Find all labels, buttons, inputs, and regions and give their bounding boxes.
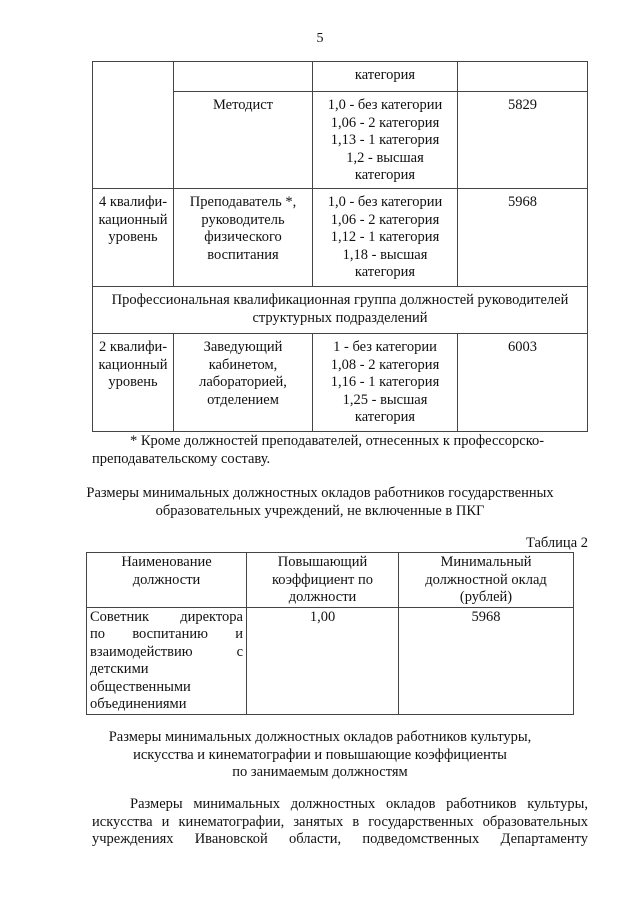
salary-cell (458, 62, 588, 92)
position-line: физического (204, 229, 282, 245)
name-line (90, 644, 243, 662)
position-line: кабинетом, (208, 356, 278, 373)
heading-line: Размеры минимальных должностных окладов работников государственных (86, 485, 554, 501)
word: работников (446, 796, 517, 812)
heading-line: по занимаемым должностям (232, 764, 408, 780)
coefficient-cell (313, 189, 458, 287)
paragraph-line (92, 831, 588, 849)
position-cell (174, 189, 313, 287)
coefficient-line: 1,0 - без категории (327, 97, 443, 113)
word: искусства (92, 813, 153, 830)
word: области, (289, 831, 342, 847)
header-line: (рублей) (459, 589, 513, 605)
group-header-row (93, 287, 588, 334)
table-row (93, 62, 588, 92)
level-line: 4 квалифи- (98, 194, 168, 210)
table-row (93, 189, 588, 287)
word: и (161, 813, 170, 830)
name-line (90, 609, 243, 627)
word: и (235, 626, 243, 642)
coefficient-line: 1,0 - без категории (327, 194, 443, 210)
header-line: Минимальный (440, 554, 532, 570)
level-line: кационный (98, 356, 168, 373)
word: должностных (290, 796, 376, 812)
qualification-table (92, 61, 588, 432)
header-line: должности (132, 571, 201, 588)
group-title-line: структурных подразделений (252, 309, 428, 326)
position-line: Преподаватель *, (189, 194, 297, 210)
group-title-cell (93, 287, 588, 334)
table-caption: Таблица 2 (525, 535, 588, 551)
page-number: 5 (316, 31, 324, 46)
position-line: воспитания (207, 246, 279, 263)
coefficient-line: 1,13 - 1 категория (330, 132, 440, 148)
position-line: отделением (207, 391, 279, 408)
header-line: Наименование (121, 554, 212, 570)
word: в (352, 813, 360, 830)
table-header-row (87, 553, 574, 608)
name-line (90, 626, 243, 644)
level-line: уровень (108, 229, 158, 245)
level-cell (93, 189, 174, 287)
header-line: Повышающий (277, 554, 368, 570)
footnote-line: * Кроме должностей преподавателей, отнесенных к профессорско- (130, 433, 545, 449)
position-cell (174, 334, 313, 432)
heading-line: образовательных учреждений, не включенные в ПКГ (155, 502, 485, 519)
position-line: Методист (212, 97, 274, 113)
coefficient-line: 1,16 - 1 категория (330, 374, 440, 390)
positions-table (86, 552, 574, 715)
word: с (236, 643, 243, 660)
word: по (90, 626, 106, 642)
position-line: лабораторией, (199, 374, 287, 390)
section-heading-table2 (0, 485, 640, 520)
coefficient-line: 1 - без категории (333, 339, 437, 355)
word: государственных (368, 813, 474, 830)
table-row (93, 334, 588, 432)
heading-line: искусства и кинематографии и повышающие коэффициенты (133, 746, 507, 763)
level-line: 2 квалифи- (98, 339, 168, 355)
table-row (87, 607, 574, 714)
level-cell (93, 62, 174, 189)
word: Ивановской (194, 831, 268, 847)
coefficient-line: категория (354, 409, 416, 425)
paragraph-line (92, 796, 588, 814)
position-line: руководитель (201, 211, 285, 228)
word: кинематографии, (178, 813, 285, 830)
word: Департаменту (500, 831, 588, 847)
paragraph-line (92, 814, 588, 832)
header-cell (87, 553, 247, 608)
word: занятых (293, 813, 344, 830)
word: воспитанию (132, 626, 208, 642)
level-cell (93, 334, 174, 432)
coefficient-line: 1,06 - 2 категория (330, 211, 440, 228)
header-line: должностной оклад (425, 571, 547, 588)
footnote (92, 433, 588, 468)
word: минимальных (193, 796, 281, 812)
word: учреждениях (92, 831, 174, 847)
coefficient-line: 1,06 - 2 категория (330, 114, 440, 131)
salary-cell: 5968 (399, 607, 574, 714)
coefficient-line: категория (354, 67, 416, 83)
coefficient-line: 1,2 - высшая (346, 149, 424, 166)
coefficient-line: 1,18 - высшая (342, 246, 428, 263)
position-line: Заведующий (203, 339, 283, 355)
name-line: общественными (90, 678, 191, 695)
word: Советник (90, 608, 150, 625)
group-title-line: Профессиональная квалификационная группа должностей руководителей (111, 292, 569, 308)
word: директора (180, 608, 243, 625)
coefficient-cell (313, 62, 458, 92)
header-cell (399, 553, 574, 608)
coefficient-cell: 1,00 (247, 607, 399, 714)
header-line: коэффициент по (271, 571, 374, 588)
coefficient-line: категория (354, 167, 416, 183)
coefficient-cell (313, 334, 458, 432)
word: взаимодействию (90, 643, 193, 660)
salary-cell: 5968 (458, 189, 588, 287)
name-line: детскими (90, 661, 149, 677)
coefficient-cell (313, 92, 458, 189)
header-line: должности (288, 589, 357, 605)
position-cell (174, 92, 313, 189)
body-paragraph (92, 796, 588, 849)
word: подведомственных (362, 831, 480, 847)
name-line: объединениями (90, 696, 187, 712)
header-cell (247, 553, 399, 608)
footnote-line: преподавательскому составу. (92, 450, 271, 467)
level-line: кационный (98, 211, 168, 228)
coefficient-line: 1,12 - 1 категория (330, 229, 440, 245)
coefficient-line: 1,25 - высшая (342, 391, 428, 408)
coefficient-line: 1,08 - 2 категория (330, 356, 440, 373)
word: окладов (386, 796, 436, 812)
name-cell (87, 607, 247, 714)
heading-line: Размеры минимальных должностных окладов работников культуры, (108, 729, 532, 745)
word: образовательных (482, 813, 588, 830)
level-line: уровень (108, 374, 158, 390)
salary-cell: 5829 (458, 92, 588, 189)
word: Размеры (130, 796, 183, 812)
salary-cell: 6003 (458, 334, 588, 432)
section-heading-culture (0, 729, 640, 782)
position-cell (174, 62, 313, 92)
coefficient-line: категория (354, 264, 416, 280)
word: культуры, (527, 796, 588, 812)
